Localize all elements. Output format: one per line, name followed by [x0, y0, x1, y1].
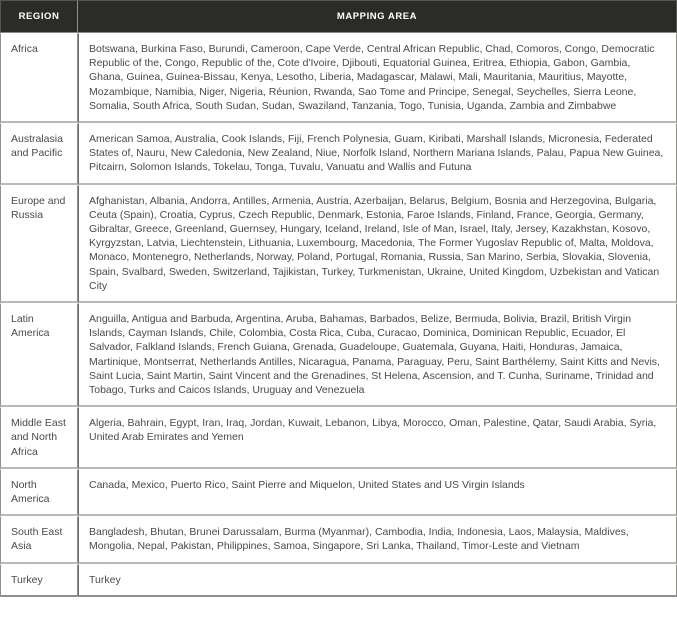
table-row: [0, 469, 677, 516]
table-body: [0, 33, 677, 597]
cell-region: Middle East and North Africa: [0, 407, 78, 469]
cell-mapping-area: Afghanistan, Albania, Andorra, Antilles, Armenia, Austria, Azerbaijan, Belarus, Belgium, Bosnia and Herzegovina, Bulgaria, Ceuta (Spain), Croatia, Cyprus, Czech Republic, Denmark, Estonia, Faroe Islands, Finland, France, Georgia, Germany, Gibraltar, Greece, Greenland, Guernsey, Hungary, Iceland, Ireland, Isle of Man, Israel, Italy, Jersey, Kazakhstan, Kosovo, Kyrgyzstan, Latvia, Liechtenstein, Lithuania, Luxembourg, Macedonia, The Former Yugoslav Republic of, Malta, Moldova, Monaco, Montenegro, Netherlands, Norway, Poland, Portugal, Romania, Russia, San Marino, Serbia, Slovakia, Slovenia, Spain, Svalbard, Sweden, Switzerland, Tajikistan, Turkey, Turkmenistan, Ukraine, United Kingdom, Uzbekistan and Vatican City: [78, 185, 677, 303]
cell-mapping-area: Anguilla, Antigua and Barbuda, Argentina, Aruba, Bahamas, Barbados, Belize, Bermuda, Bolivia, Brazil, British Virgin Islands, Cayman Islands, Chile, Colombia, Costa Rica, Cuba, Curacao, Dominica, Dominican Republic, Ecuador, El Salvador, Falkland Islands, French Guiana, Grenada, Guadeloupe, Guatemala, Guyana, Haiti, Honduras, Jamaica, Martinique, Montserrat, Netherlands Antilles, Nicaragua, Panama, Paraguay, Peru, Saint Barthélemy, Saint Kitts and Nevis, Saint Lucia, Saint Martin, Saint Vincent and the Grenadines, St Helena, Ascension, and T. Cunha, Suriname, Trinidad and Tobago, Turks and Caicos Islands, Uruguay and Venezuela: [78, 303, 677, 407]
table-row: [0, 407, 677, 469]
cell-region: South East Asia: [0, 516, 78, 563]
table-row: [0, 185, 677, 303]
column-header-region: REGION: [0, 0, 78, 33]
table-row: [0, 123, 677, 185]
cell-mapping-area: Canada, Mexico, Puerto Rico, Saint Pierre and Miquelon, United States and US Virgin Islands: [78, 469, 677, 516]
cell-mapping-area: Turkey: [78, 564, 677, 597]
column-header-mapping-area: MAPPING AREA: [78, 0, 677, 33]
cell-mapping-area: Algeria, Bahrain, Egypt, Iran, Iraq, Jordan, Kuwait, Lebanon, Libya, Morocco, Oman, Palestine, Qatar, Saudi Arabia, Syria, United Arab Emirates and Yemen: [78, 407, 677, 469]
cell-region: Turkey: [0, 564, 78, 597]
cell-mapping-area: Bangladesh, Bhutan, Brunei Darussalam, Burma (Myanmar), Cambodia, India, Indonesia, Laos, Malaysia, Maldives, Mongolia, Nepal, Pakistan, Philippines, Samoa, Singapore, Sri Lanka, Thailand, Timor-Leste and Vietnam: [78, 516, 677, 563]
cell-region: Africa: [0, 33, 78, 123]
cell-mapping-area: American Samoa, Australia, Cook Islands, Fiji, French Polynesia, Guam, Kiribati, Marshall Islands, Micronesia, Federated States of, Nauru, New Caledonia, New Zealand, Niue, Norfolk Island, Northern Mariana Islands, Palau, Papua New Guinea, Pitcairn, Solomon Islands, Tokelau, Tonga, Tuvalu, Vanuatu and Wallis and Futuna: [78, 123, 677, 185]
cell-mapping-area: Botswana, Burkina Faso, Burundi, Cameroon, Cape Verde, Central African Republic, Chad, Comoros, Congo, Democratic Republic of the, Congo, Republic of the, Cote d'Ivoire, Djibouti, Equatorial Guinea, Eritrea, Ethiopia, Gabon, Gambia, Ghana, Guinea, Guinea-Bissau, Kenya, Lesotho, Liberia, Madagascar, Malawi, Mali, Mauritania, Mauritius, Mayotte, Mozambique, Namibia, Niger, Nigeria, Réunion, Rwanda, Sao Tome and Principe, Senegal, Seychelles, Sierra Leone, Somalia, South Africa, South Sudan, Sudan, Swaziland, Tanzania, Togo, Tunisia, Uganda, Zambia and Zimbabwe: [78, 33, 677, 123]
table-header: [0, 0, 677, 33]
table-row: [0, 564, 677, 597]
cell-region: Europe and Russia: [0, 185, 78, 303]
table-row: [0, 516, 677, 563]
table-row: [0, 303, 677, 407]
table-header-row: [0, 0, 677, 33]
cell-region: Australasia and Pacific: [0, 123, 78, 185]
cell-region: Latin America: [0, 303, 78, 407]
cell-region: North America: [0, 469, 78, 516]
table-row: [0, 33, 677, 123]
